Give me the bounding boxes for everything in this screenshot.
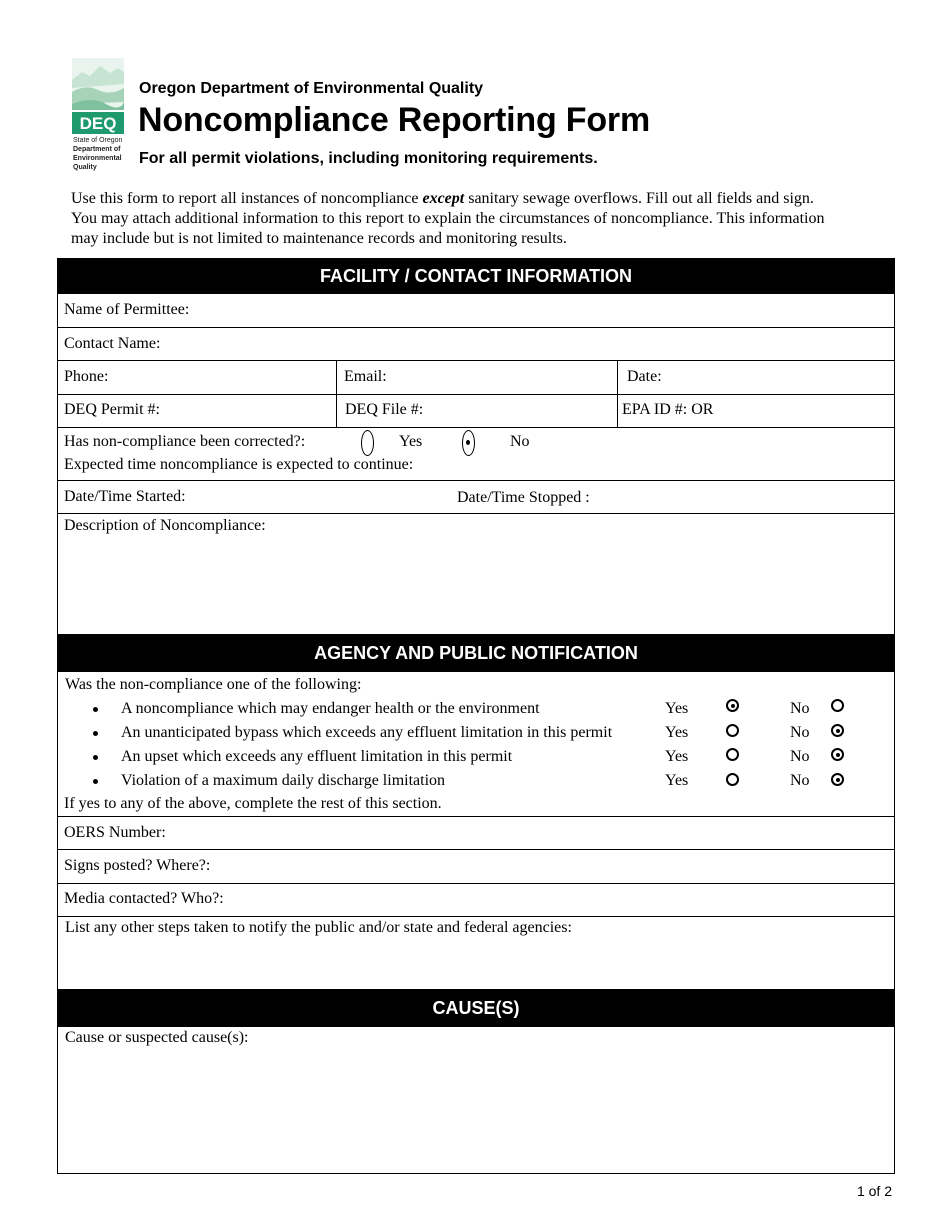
expected-time-field[interactable]: Expected time noncompliance is expected to continue:	[64, 456, 414, 473]
if-yes-note: If yes to any of the above, complete the rest of this section.	[64, 795, 442, 812]
signs-posted-field[interactable]: Signs posted? Where?:	[64, 857, 211, 874]
deq-file-field[interactable]: DEQ File #:	[345, 401, 424, 418]
item3-no-radio[interactable]	[831, 748, 844, 761]
corrected-yes-label: Yes	[399, 433, 423, 450]
corrected-no-label: No	[510, 433, 530, 450]
notification-section-header: AGENCY AND PUBLIC NOTIFICATION	[58, 634, 894, 672]
svg-text:Environmental: Environmental	[73, 155, 122, 162]
page-subtitle: For all permit violations, including monitoring requirements.	[139, 150, 598, 167]
permittee-field[interactable]: Name of Permittee:	[64, 301, 190, 318]
corrected-no-radio[interactable]	[462, 430, 475, 456]
oers-number-field[interactable]: OERS Number:	[64, 824, 166, 841]
date-field[interactable]: Date:	[627, 368, 662, 385]
notification-item-label: A noncompliance which may endanger health or the environment	[121, 700, 540, 717]
date-time-stopped-field[interactable]: Date/Time Stopped :	[457, 489, 590, 506]
page-title: Noncompliance Reporting Form	[138, 101, 650, 139]
deq-permit-field[interactable]: DEQ Permit #:	[64, 401, 160, 418]
facility-section-header: FACILITY / CONTACT INFORMATION	[58, 259, 894, 294]
intro-text: Use this form to report all instances of noncompliance except sanitary sewage overflows. Fill out all fields and sign. You may attach additional information to this report to explain the circumstances of noncompliance. This information may include but is not limited to maintenance records and monitoring results.	[71, 190, 825, 247]
item4-no-radio[interactable]	[831, 773, 844, 786]
causes-section-header: CAUSE(S)	[58, 989, 894, 1027]
corrected-question: Has non-compliance been corrected?:	[64, 433, 306, 450]
noncompliance-form: FACILITY / CONTACT INFORMATION Name of Permittee: Contact Name: Phone: Email: Date: DEQ Permit #: DEQ File #: EPA ID #: OR Has non-compliance been corrected?: Yes No Expected time noncompliance is expected to continue: Date/Time Started: Date/Time Stopped : Description of Noncompliance: AGENCY AND PUBLIC NOTIFICATION Was the non-compliance one of the following: A noncompliance which may endanger health or the environment Yes No An unanticipated bypass which exceeds any effluent limitation in this permit Yes No An upset which exceeds any effluent limitation in this permit Yes No Violation of a maximum daily discharge limitation Yes No If yes to any of the above, complete the rest of this section. OERS Number: Signs posted? Where?: Media contacted? Who?: List any other steps taken to notify the public and/or state and federal agencies: CAUSE(S) Cause or suspected cause(s):	[57, 258, 895, 1174]
agency-name: Oregon Department of Environmental Quality	[139, 80, 484, 97]
notification-item-label: An unanticipated bypass which exceeds any effluent limitation in this permit	[121, 724, 613, 741]
date-time-started-field[interactable]: Date/Time Started:	[64, 488, 186, 505]
media-contacted-field[interactable]: Media contacted? Who?:	[64, 890, 224, 907]
svg-text:State of Oregon: State of Oregon	[73, 137, 123, 144]
contact-name-field[interactable]: Contact Name:	[64, 335, 161, 352]
item4-yes-radio[interactable]	[726, 773, 739, 786]
corrected-yes-radio[interactable]	[361, 430, 374, 456]
item1-no-radio[interactable]	[831, 699, 844, 712]
item2-no-radio[interactable]	[831, 724, 844, 737]
svg-text:Quality: Quality	[73, 164, 97, 171]
item2-yes-radio[interactable]	[726, 724, 739, 737]
logo-text: DEQ	[79, 114, 117, 133]
epa-id-field[interactable]: EPA ID #: OR	[622, 401, 714, 418]
item3-yes-radio[interactable]	[726, 748, 739, 761]
svg-text:Department of: Department of	[73, 146, 121, 153]
description-field[interactable]: Description of Noncompliance:	[64, 517, 266, 534]
cause-field[interactable]: Cause or suspected cause(s):	[65, 1029, 249, 1046]
notification-item-label: An upset which exceeds any effluent limitation in this permit	[121, 748, 513, 765]
page-number: 1 of 2	[856, 1183, 892, 1199]
item1-yes-radio[interactable]	[726, 699, 739, 712]
email-field[interactable]: Email:	[344, 368, 387, 385]
other-steps-field[interactable]: List any other steps taken to notify the public and/or state and federal agencies:	[65, 919, 572, 936]
phone-field[interactable]: Phone:	[64, 368, 109, 385]
notification-question: Was the non-compliance one of the following:	[65, 676, 362, 693]
notification-item-label: Violation of a maximum daily discharge limitation	[121, 772, 446, 789]
deq-logo	[72, 58, 124, 176]
